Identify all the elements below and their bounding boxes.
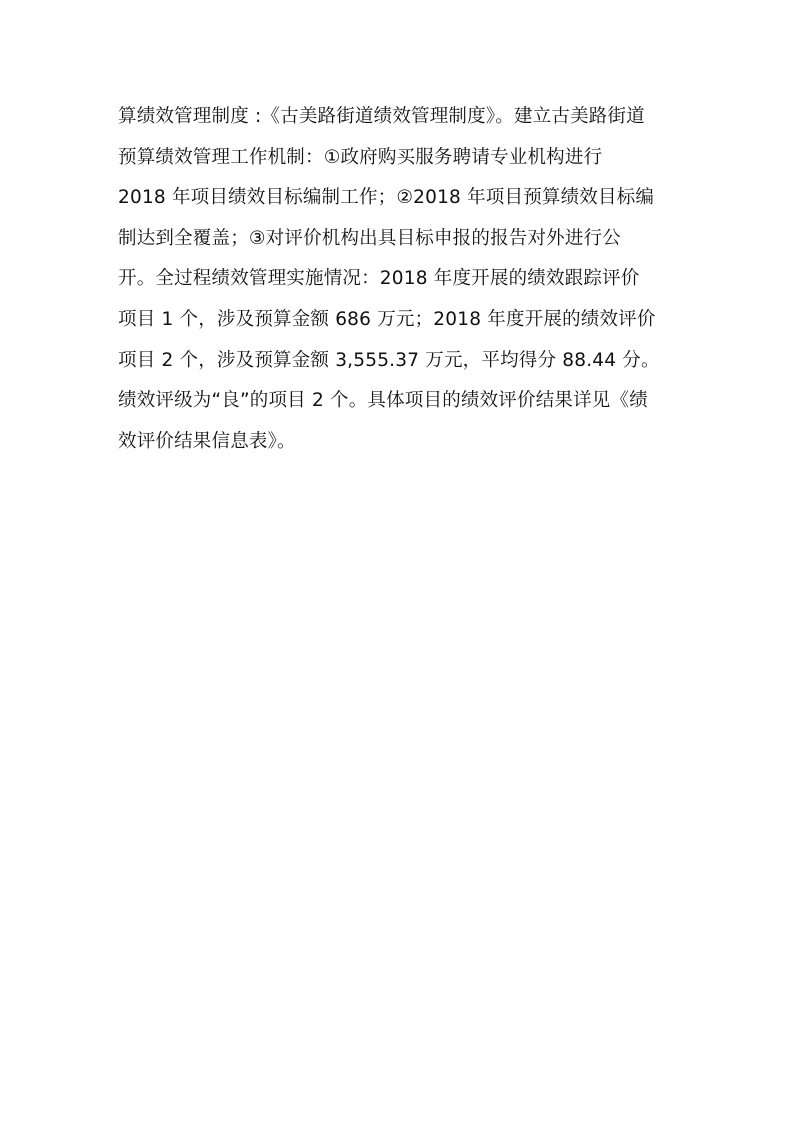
paragraph-line-9: 效评价结果信息表》。 xyxy=(118,430,296,452)
paragraph-line-8: 绩效评级为“良”的项目 2 个。具体项目的绩效评价结果详见《绩 xyxy=(118,390,648,412)
paragraph-line-3: 2018 年项目绩效目标编制工作；②2018 年项目预算绩效目标编 xyxy=(118,187,655,209)
paragraph-line-4: 制达到全覆盖；③对评价机构出具目标申报的报告对外进行公 xyxy=(118,227,621,249)
paragraph-line-7: 项目 2 个，涉及预算金额 3,555.37 万元，平均得分 88.44 分。 xyxy=(118,349,660,371)
paragraph-line-2: 预算绩效管理工作机制：①政府购买服务聘请专业机构进行 xyxy=(118,146,603,168)
paragraph-line-6: 项目 1 个，涉及预算金额 686 万元；2018 年度开展的绩效评价 xyxy=(118,308,656,330)
body-paragraph xyxy=(118,97,683,462)
paragraph-line-1: 算绩效管理制度 :《古美路街道绩效管理制度》。建立古美路街道 xyxy=(118,106,645,127)
paragraph-line-5: 开。全过程绩效管理实施情况：2018 年度开展的绩效跟踪评价 xyxy=(118,268,640,290)
